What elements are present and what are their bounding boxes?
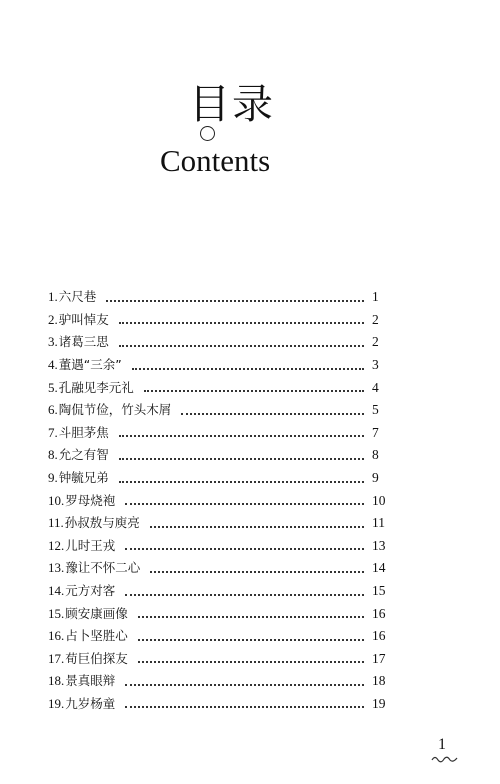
toc-entry-page: 16 <box>372 605 386 621</box>
toc-entry-number: 18. <box>48 673 65 689</box>
toc-entry-number: 5. <box>48 379 58 395</box>
page-number-flourish-icon <box>430 752 460 764</box>
toc-entry-title: 董遇“三余” <box>58 357 122 373</box>
toc-entry-number: 14. <box>48 583 65 599</box>
dot-leader <box>119 321 364 324</box>
dot-leader <box>150 525 364 528</box>
toc-entry-number: 4. <box>48 357 58 373</box>
toc-entry-title: 儿时王戎 <box>65 537 116 553</box>
toc-entry[interactable] <box>48 286 388 309</box>
toc-entry-title: 豫让不怀二心 <box>65 560 141 576</box>
toc-entry-number: 13. <box>48 560 65 576</box>
toc-entry-title: 罗母烧袍 <box>65 492 116 508</box>
toc-entry-title: 诸葛三思 <box>58 334 109 350</box>
dot-leader <box>125 547 364 550</box>
toc-entry[interactable] <box>48 354 388 377</box>
toc-entry-title: 孙叔敖与庾亮 <box>64 515 140 531</box>
toc-entry[interactable] <box>48 535 388 558</box>
title-english: Contents <box>160 143 271 178</box>
toc-entry-title: 元方对客 <box>65 583 116 599</box>
toc-entry[interactable] <box>48 670 388 693</box>
toc-entry-title: 孔融见李元礼 <box>58 379 134 395</box>
toc-entry-page: 2 <box>372 334 379 350</box>
toc-entry[interactable] <box>48 444 388 467</box>
dot-leader <box>106 299 364 302</box>
toc-entry-number: 16. <box>48 628 65 644</box>
toc-entry-title: 景真眼辩 <box>65 673 116 689</box>
toc-entry[interactable] <box>48 648 388 671</box>
dot-leader <box>132 367 364 370</box>
table-of-contents <box>48 286 388 715</box>
dot-leader <box>144 389 364 392</box>
toc-entry-page: 2 <box>372 311 379 327</box>
toc-entry[interactable] <box>48 399 388 422</box>
toc-entry-title: 驴叫悼友 <box>58 311 109 327</box>
dot-leader <box>125 593 364 596</box>
toc-entry-title: 钟毓兄弟 <box>58 470 109 486</box>
toc-entry-number: 9. <box>48 470 58 486</box>
toc-entry-page: 3 <box>372 357 379 373</box>
toc-entry-page: 4 <box>372 379 379 395</box>
toc-entry-page: 9 <box>372 470 379 486</box>
toc-entry-number: 10. <box>48 492 65 508</box>
toc-entry-page: 8 <box>372 447 379 463</box>
decorative-circle-icon <box>200 126 215 141</box>
toc-entry-number: 19. <box>48 695 65 711</box>
toc-entry-number: 17. <box>48 650 65 666</box>
toc-entry[interactable] <box>48 467 388 490</box>
toc-entry[interactable] <box>48 580 388 603</box>
toc-entry-title: 陶侃节俭，竹头木屑 <box>58 402 172 418</box>
toc-entry-page: 1 <box>372 289 379 305</box>
dot-leader <box>138 615 364 618</box>
title-chinese: 目录 <box>189 80 275 128</box>
toc-entry-number: 6. <box>48 402 58 418</box>
toc-entry-page: 10 <box>372 492 386 508</box>
toc-entry-page: 5 <box>372 402 379 418</box>
dot-leader <box>138 660 364 663</box>
toc-entry-page: 7 <box>372 424 379 440</box>
toc-entry-page: 14 <box>372 560 386 576</box>
footer-page-number: 1 <box>438 736 446 753</box>
dot-leader <box>138 638 364 641</box>
dot-leader <box>119 480 364 483</box>
toc-entry-title: 占卜坚胜心 <box>65 628 128 644</box>
dot-leader <box>150 570 364 573</box>
toc-entry-number: 7. <box>48 424 58 440</box>
toc-entry-page: 13 <box>372 537 386 553</box>
dot-leader <box>181 412 364 415</box>
toc-entry-number: 8. <box>48 447 58 463</box>
toc-entry[interactable] <box>48 557 388 580</box>
toc-entry-title: 荀巨伯探友 <box>65 650 128 666</box>
toc-entry[interactable] <box>48 489 388 512</box>
toc-entry-title: 九岁杨童 <box>65 695 116 711</box>
toc-entry-number: 1. <box>48 289 58 305</box>
toc-entry-page: 15 <box>372 583 386 599</box>
toc-entry-number: 2. <box>48 311 58 327</box>
toc-entry[interactable] <box>48 331 388 354</box>
dot-leader <box>119 457 364 460</box>
toc-entry-number: 12. <box>48 537 65 553</box>
toc-entry[interactable] <box>48 422 388 445</box>
dot-leader <box>125 705 364 708</box>
toc-entry-number: 11. <box>48 515 64 531</box>
toc-entry[interactable] <box>48 376 388 399</box>
toc-entry-number: 3. <box>48 334 58 350</box>
toc-entry-page: 17 <box>372 650 386 666</box>
toc-entry-page: 19 <box>372 695 386 711</box>
toc-entry-title: 允之有智 <box>58 447 109 463</box>
toc-entry-number: 15. <box>48 605 65 621</box>
toc-entry-title: 六尺巷 <box>58 289 97 305</box>
toc-entry-title: 斗胆茅焦 <box>58 424 109 440</box>
toc-entry[interactable] <box>48 309 388 332</box>
toc-entry[interactable] <box>48 512 388 535</box>
toc-entry[interactable] <box>48 693 388 716</box>
dot-leader <box>125 683 364 686</box>
toc-entry-page: 18 <box>372 673 386 689</box>
toc-entry-title: 顾安康画像 <box>65 605 128 621</box>
toc-entry-page: 11 <box>372 515 385 531</box>
dot-leader <box>119 344 364 347</box>
dot-leader <box>119 434 364 437</box>
toc-entry[interactable] <box>48 602 388 625</box>
toc-entry-page: 16 <box>372 628 386 644</box>
toc-entry[interactable] <box>48 625 388 648</box>
dot-leader <box>125 502 364 505</box>
